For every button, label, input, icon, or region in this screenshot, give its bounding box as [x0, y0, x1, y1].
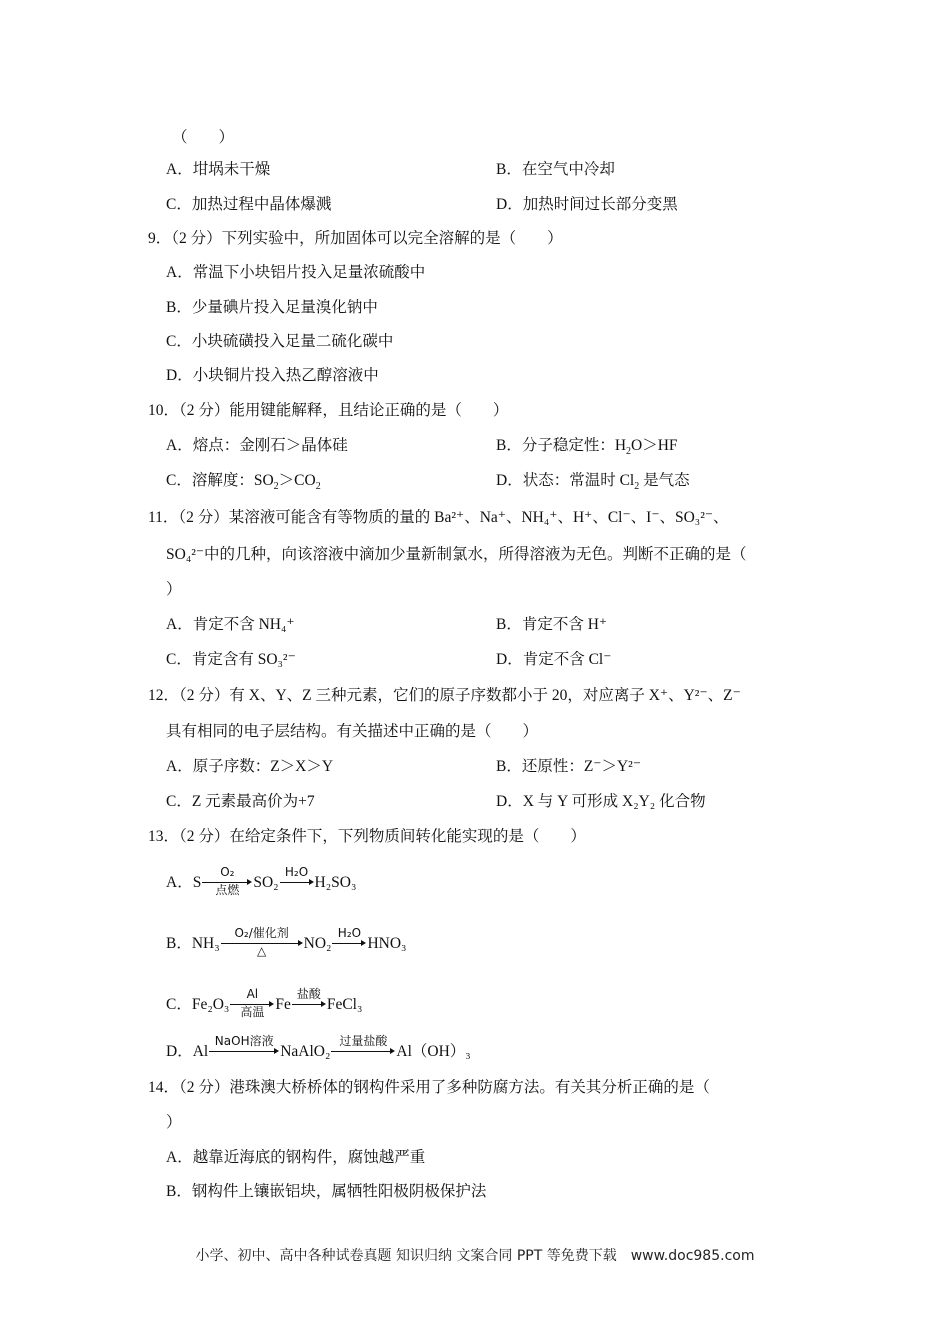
q13-option-b: B．NH₃ O₂/催化剂 △ NO₂ H₂O HNO₃	[166, 926, 407, 959]
q8-option-b: B．在空气中冷却	[496, 161, 615, 178]
reaction-arrow: O₂/催化剂 △	[221, 929, 303, 959]
q14-stem-line1: 14．（2 分）港珠澳大桥桥体的钢构件采用了多种防腐方法。有关其分析正确的是（	[148, 1079, 710, 1096]
q13-option-a: A．S O₂ 点燃 SO₂ H₂O H₂SO₃	[166, 865, 357, 898]
q12-option-d: D．X 与 Y 可形成 X₂Y₂ 化合物	[496, 793, 706, 810]
q12-option-b: B．还原性：Z⁻＞Y²⁻	[496, 758, 642, 775]
q10-option-d: D．状态：常温时 $Cl_2$ 是气态	[496, 472, 690, 493]
reaction-arrow: O₂ 点燃	[202, 868, 252, 898]
q14-stem-line2: ）	[166, 1114, 182, 1131]
q12-option-c: C．Z 元素最高价为+7	[166, 793, 315, 810]
q10-option-b: B．分子稳定性：$H_2O>HF$	[496, 437, 678, 458]
q10-option-c: C．溶解度：$SO_2>CO_2$	[166, 472, 321, 493]
reaction-arrow: 盐酸	[292, 990, 326, 1020]
q9-stem: 9．（2 分）下列实验中，所加固体可以完全溶解的是（ ）	[148, 230, 563, 247]
q14-option-b: B．钢构件上镶嵌铝块，属牺牲阳极阴极保护法	[166, 1183, 487, 1200]
q11-stem-line2: SO₄²⁻中的几种，向该溶液中滴加少量新制氯水，所得溶液为无色。判断不正确的是（	[166, 546, 747, 563]
reaction-arrow: H₂O	[280, 868, 314, 898]
q8-option-c: C．加热过程中晶体爆溅	[166, 196, 332, 213]
q12-option-a: A．原子序数：Z＞X＞Y	[166, 758, 334, 775]
q13-option-c: C．Fe₂O₃ Al 高温 Fe 盐酸 FeCl₃	[166, 987, 363, 1020]
q8-paren: （ ）	[172, 129, 235, 146]
q13-option-d: D．Al NaOH溶液 NaAlO₂ 过量盐酸 Al（OH）₃	[166, 1037, 471, 1067]
reaction-arrow: H₂O	[332, 929, 366, 959]
q8-option-a: A．坩埚未干燥	[166, 161, 271, 178]
reaction-arrow: NaOH溶液	[209, 1037, 279, 1067]
reaction-arrow: Al 高温	[230, 990, 274, 1020]
q9-option-b: B．少量碘片投入足量溴化钠中	[166, 299, 378, 316]
q10-option-a: A．熔点：金刚石＞晶体硅	[166, 437, 348, 454]
q8-option-d: D．加热时间过长部分变黑	[496, 196, 678, 213]
reaction-arrow: 过量盐酸	[331, 1037, 395, 1067]
q11-option-c: C．肯定含有 SO₃²⁻	[166, 651, 296, 668]
footer-text: 小学、初中、高中各种试卷真题 知识归纳 文案合同 PPT 等免费下载 www.doc985.com	[195, 1248, 755, 1264]
q9-option-d: D．小块铜片投入热乙醇溶液中	[166, 367, 379, 384]
q9-option-c: C．小块硫磺投入足量二硫化碳中	[166, 333, 394, 350]
q11-option-a: A．肯定不含 NH₄⁺	[166, 616, 295, 633]
q11-stem-line1: 11．（2 分）某溶液可能含有等物质的量的 Ba²⁺、Na⁺、NH₄⁺、H⁺、Cl⁻、I⁻、SO₃²⁻、	[148, 509, 729, 526]
q9-option-a: A．常温下小块铝片投入足量浓硫酸中	[166, 264, 426, 281]
q13-stem: 13．（2 分）在给定条件下，下列物质间转化能实现的是（ ）	[148, 828, 586, 845]
q14-option-a: A．越靠近海底的钢构件，腐蚀越严重	[166, 1149, 426, 1166]
q12-stem-line1: 12．（2 分）有 X、Y、Z 三种元素，它们的原子序数都小于 20，对应离子 X⁺、Y²⁻、Z⁻	[148, 687, 741, 704]
q10-stem: 10．（2 分）能用键能解释，且结论正确的是（ ）	[148, 402, 509, 419]
q11-stem-line3: ）	[166, 581, 182, 598]
q12-stem-line2: 具有相同的电子层结构。有关描述中正确的是（ ）	[166, 723, 539, 740]
q11-option-b: B．肯定不含 H⁺	[496, 616, 608, 633]
q11-option-d: D．肯定不含 Cl⁻	[496, 651, 612, 668]
